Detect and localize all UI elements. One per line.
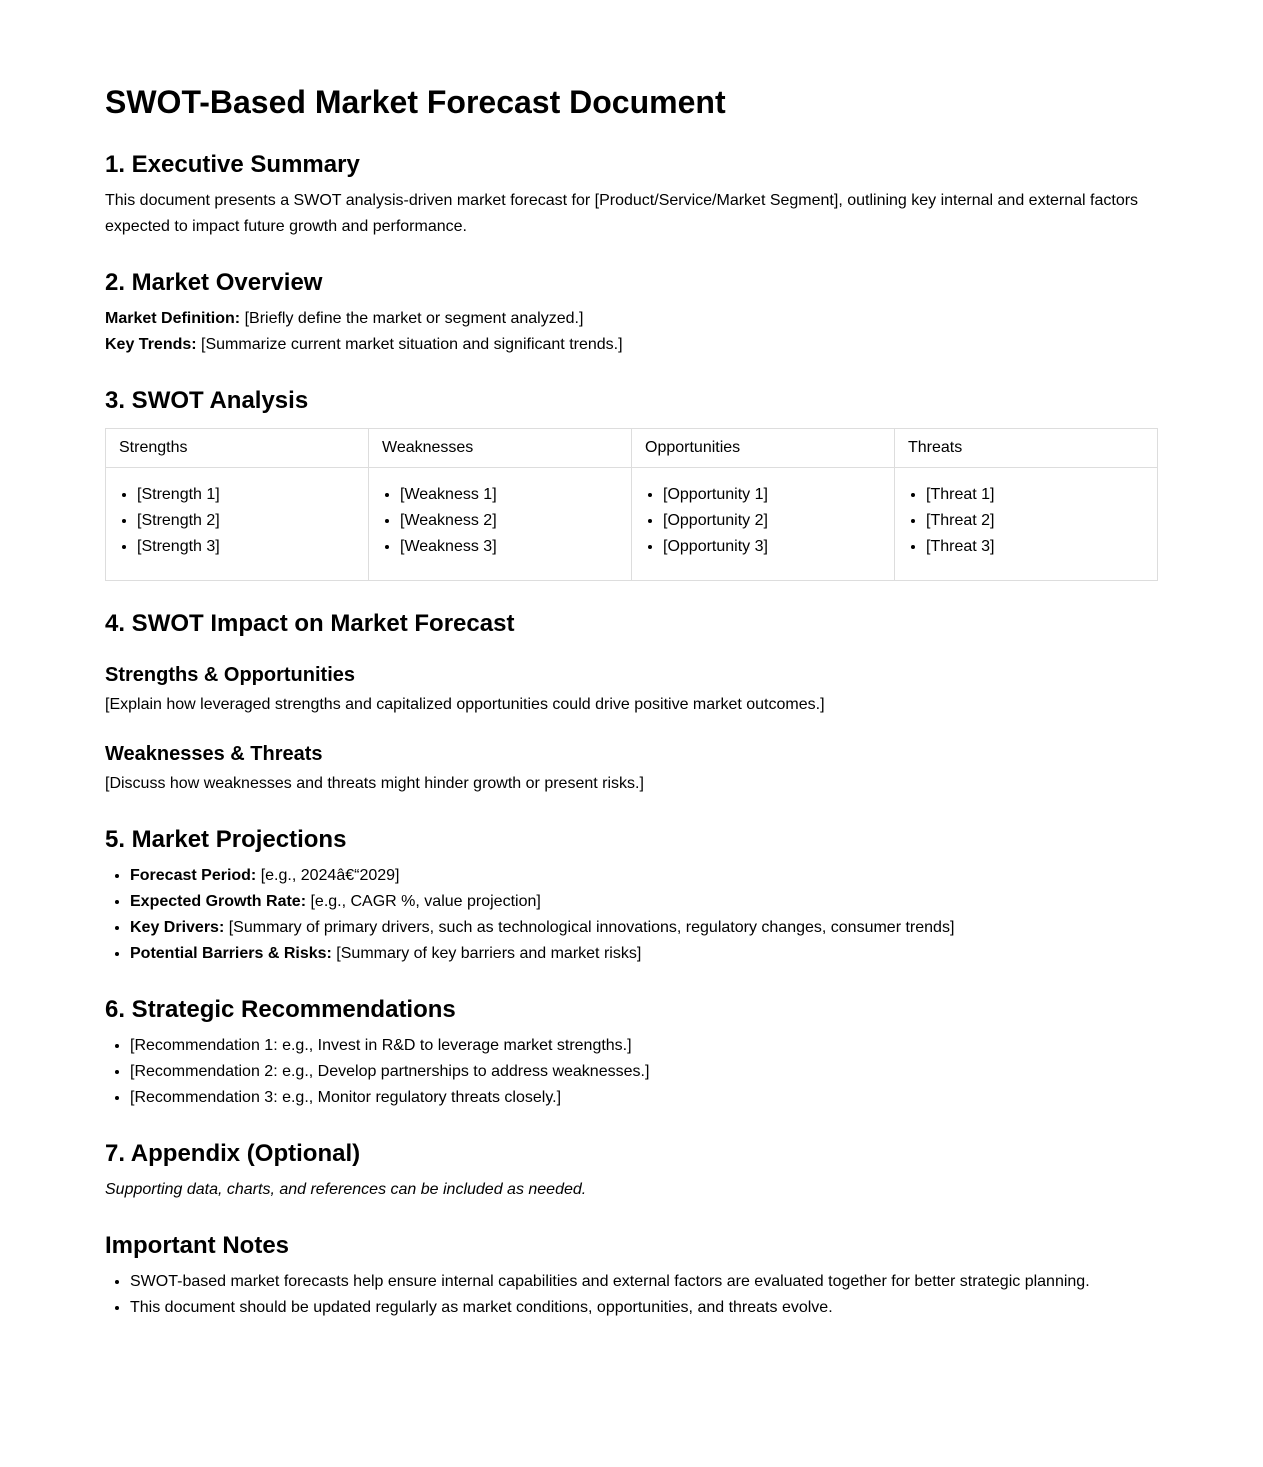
list-item: • [Strength 1] <box>137 482 355 508</box>
page-title: SWOT-Based Market Forecast Document <box>105 84 726 120</box>
recommendations-list <box>105 1033 1158 1111</box>
list-item: • [Threat 1] <box>926 482 1144 508</box>
swot-cell-opportunities <box>632 468 895 581</box>
barriers-risks-text: [Summary of key barriers and market risks] <box>331 945 642 962</box>
list-item: • [Recommendation 2: e.g., Develop partnerships to address weaknesses.] <box>130 1059 1158 1085</box>
list-item <box>130 863 1158 889</box>
swot-cell-threats <box>895 468 1158 581</box>
barriers-risks-label: Potential Barriers & Risks: <box>130 945 332 962</box>
heading-strategic-recommendations: 6. Strategic Recommendations <box>105 996 456 1023</box>
list-item: • [Weakness 1] <box>400 482 618 508</box>
swot-cell-strengths <box>106 468 369 581</box>
key-drivers-text: [Summary of primary drivers, such as technological innovations, regulatory changes, consumer trends] <box>224 919 955 936</box>
weaknesses-threats-text: [Discuss how weaknesses and threats might hinder growth or present risks.] <box>105 775 644 792</box>
list-item: • [Strength 3] <box>137 534 355 560</box>
list-item: • [Threat 2] <box>926 508 1144 534</box>
swot-cell-weaknesses <box>369 468 632 581</box>
market-overview-text <box>105 306 1158 358</box>
weaknesses-list <box>382 482 618 560</box>
list-item: • [Opportunity 2] <box>663 508 881 534</box>
swot-header-strengths: Strengths <box>106 429 369 468</box>
growth-rate-text: [e.g., CAGR %, value projection] <box>306 893 541 910</box>
key-trends-label: Key Trends: <box>105 336 197 353</box>
swot-header-threats: Threats <box>895 429 1158 468</box>
market-definition-text: [Briefly define the market or segment analyzed.] <box>240 310 584 327</box>
heading-market-overview: 2. Market Overview <box>105 269 323 296</box>
list-item: • [Strength 2] <box>137 508 355 534</box>
heading-appendix: 7. Appendix (Optional) <box>105 1140 361 1167</box>
key-trends-text: [Summarize current market situation and significant trends.] <box>196 336 623 353</box>
swot-header-opportunities: Opportunities <box>632 429 895 468</box>
important-notes-list <box>105 1269 1158 1321</box>
list-item: • [Recommendation 3: e.g., Monitor regulatory threats closely.] <box>130 1085 1158 1111</box>
executive-summary-text: This document presents a SWOT analysis-driven market forecast for [Product/Service/Market Segment], outlining key internal and external factors expected to impact future growth and performance. <box>105 192 1139 235</box>
list-item: • [Opportunity 3] <box>663 534 881 560</box>
list-item: • [Recommendation 1: e.g., Invest in R&D to leverage market strengths.] <box>130 1033 1158 1059</box>
heading-important-notes: Important Notes <box>105 1232 290 1259</box>
swot-table-header-row <box>106 429 1158 468</box>
heading-executive-summary: 1. Executive Summary <box>105 151 360 178</box>
threats-list <box>908 482 1144 560</box>
subheading-weaknesses-threats: Weaknesses & Threats <box>105 743 323 765</box>
market-projections-list <box>105 863 1158 967</box>
list-item: • [Opportunity 1] <box>663 482 881 508</box>
heading-swot-impact: 4. SWOT Impact on Market Forecast <box>105 610 515 637</box>
heading-market-projections: 5. Market Projections <box>105 826 347 853</box>
key-drivers-label: Key Drivers: <box>130 919 225 936</box>
swot-header-weaknesses: Weaknesses <box>369 429 632 468</box>
list-item <box>130 941 1158 967</box>
list-item: • [Weakness 3] <box>400 534 618 560</box>
list-item: • [Threat 3] <box>926 534 1144 560</box>
heading-swot-analysis: 3. SWOT Analysis <box>105 387 309 414</box>
growth-rate-label: Expected Growth Rate: <box>130 893 307 910</box>
market-definition-label: Market Definition: <box>105 310 241 327</box>
appendix-text: Supporting data, charts, and references can be included as needed. <box>105 1181 587 1198</box>
list-item <box>130 915 1158 941</box>
forecast-period-text: [e.g., 2024â€“2029] <box>256 867 400 884</box>
forecast-period-label: Forecast Period: <box>130 867 257 884</box>
strengths-opportunities-text: [Explain how leveraged strengths and capitalized opportunities could drive positive market outcomes.] <box>105 696 825 713</box>
list-item <box>130 889 1158 915</box>
swot-table <box>105 428 1158 581</box>
list-item: • This document should be updated regularly as market conditions, opportunities, and threats evolve. <box>130 1295 1158 1321</box>
subheading-strengths-opportunities: Strengths & Opportunities <box>105 664 355 686</box>
swot-table-body-row <box>106 468 1158 581</box>
strengths-list <box>119 482 355 560</box>
opportunities-list <box>645 482 881 560</box>
list-item: • SWOT-based market forecasts help ensure internal capabilities and external factors are evaluated together for better strategic planning. <box>130 1269 1158 1295</box>
list-item: • [Weakness 2] <box>400 508 618 534</box>
